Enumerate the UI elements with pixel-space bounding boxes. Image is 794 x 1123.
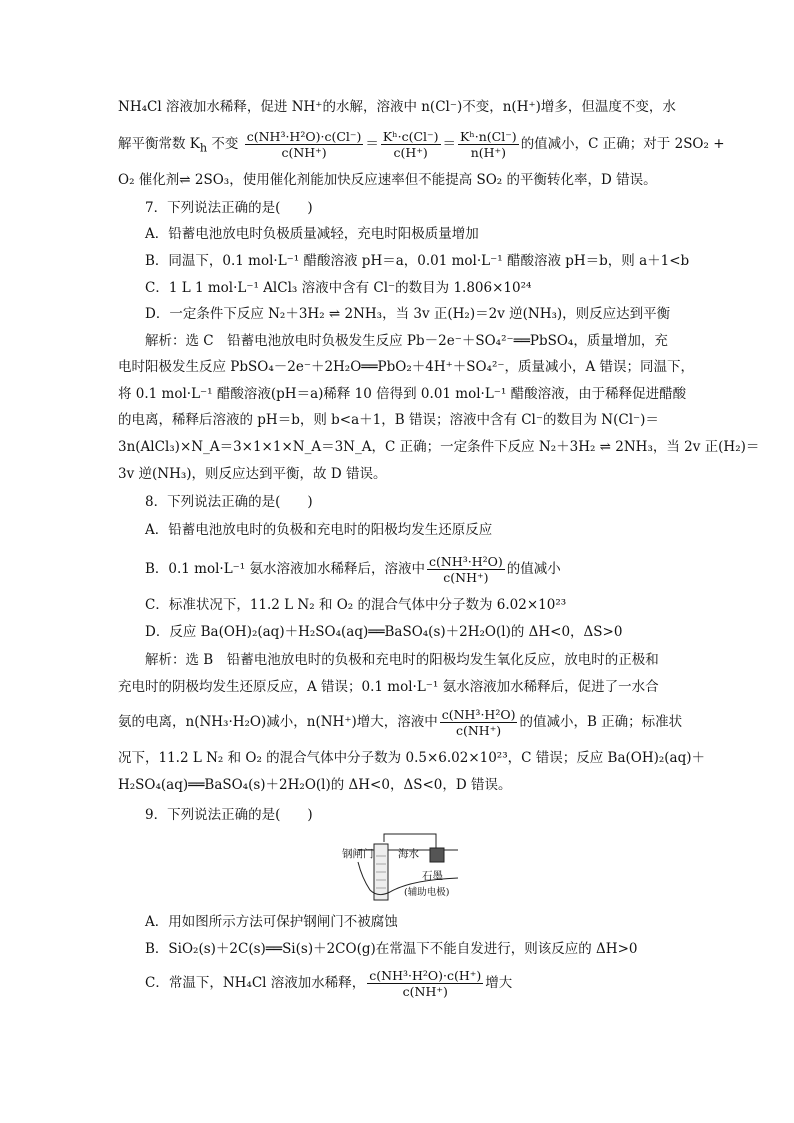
subscript: h <box>199 141 208 155</box>
explanation-line: 氨的电离，n(NH₃·H₂O)减小，n(NH⁺)增大，溶液中 $\frac{\text{c(NH³·H²O)}}{c(NH^+)}$ 的值减小，B 正确；标准状 <box>118 707 683 738</box>
text-line: NH₄Cl 溶液加水稀释，促进 NH⁺的水解，溶液中 n(Cl⁻)不变，n(H⁺)增多，但温度不变，水 <box>118 99 676 115</box>
fraction: $\frac{\text{Kʰ·n(Cl⁻)}}{n(H^+)}$ <box>460 129 517 160</box>
fraction: $\frac{\text{Kʰ·c(Cl⁻)}}{c(H^+)}$ <box>382 129 439 160</box>
option-c: C．标准状况下，11.2 L N₂ 和 O₂ 的混合气体中分子数为 6.02×10²³ <box>145 597 567 613</box>
text: 解平衡常数 K <box>118 136 200 152</box>
fraction: $\frac{\text{c(NH³·H²O)}}{c(NH^+)}$ <box>441 707 516 738</box>
explanation-line: 况下，11.2 L N₂ 和 O₂ 的混合气体中分子数为 0.5×6.02×10²³，C 错误；反应 Ba(OH)₂(aq)＋ <box>118 750 706 766</box>
fraction: $\frac{\text{c(NH³·H²O)}}{c(NH^+)}$ <box>429 554 503 585</box>
option-a: A．用如图所示方法可保护钢闸门不被腐蚀 <box>145 914 398 930</box>
option-b: B．SiO₂(s)＋2C(s)══Si(s)＋2CO(g)在常温下不能自发进行，则该反应的 ΔH>0 <box>145 941 638 957</box>
option-b: B．同温下，0.1 mol·L⁻¹ 醋酸溶液 pH＝a，0.01 mol·L⁻¹ 醋酸溶液 pH＝b，则 a＋1<b <box>145 253 690 269</box>
explanation-line: 将 0.1 mol·L⁻¹ 醋酸溶液(pH＝a)稀释 10 倍得到 0.01 mol·L⁻¹ 醋酸溶液，由于稀释促进醋酸 <box>118 386 687 402</box>
option-d: D．反应 Ba(OH)₂(aq)＋H₂SO₄(aq)══BaSO₄(s)＋2H₂O(l)的 ΔH<0，ΔS>0 <box>145 624 623 640</box>
label-graphite: 石墨 <box>422 870 443 882</box>
label-sea: 海水 <box>398 848 419 860</box>
fraction: $\frac{\text{c(NH³·H²O)·c(H⁺)}}{c(NH^+)}$ <box>369 968 482 999</box>
fraction: $\frac{\text{c(NH³·H²O)·c(Cl⁻)}}{c(NH^+)}$ <box>246 129 362 160</box>
explanation-line: 充电时的阴极均发生还原反应，A 错误；0.1 mol·L⁻¹ 氨水溶液加水稀释后，促进了一水合 <box>118 679 659 695</box>
text-line: 解平衡常数 $K_h$ 不变 $\frac{\text{c(NH³·H²O)·c(Cl⁻)}}{c(NH^+)}$ ＝ $\frac{\text{Kʰ·c(Cl⁻)}}{c(H^+)}$ ＝ $\frac{\text{Kʰ·n(Cl⁻)}}{n(H^+)}$ 的值减小，C 正确；对于 2SO₂ + <box>118 129 725 160</box>
option-b: B．0.1 mol·L⁻¹ 氨水溶液加水稀释后，溶液中 $\frac{\text{c(NH³·H²O)}}{c(NH^+)}$ 的值减小 <box>145 554 561 585</box>
explanation-line: 3v 逆(NH₃)，则反应达到平衡，故 D 错误。 <box>118 466 387 482</box>
explanation-line: 电时阳极发生反应 PbSO₄－2e⁻＋2H₂O══PbO₂＋4H⁺＋SO₄²⁻，质量减小，A 错误；同温下， <box>118 359 695 375</box>
text: 不变 <box>207 136 239 152</box>
option-d: D．一定条件下反应 N₂＋3H₂ ⇌ 2NH₃，当 3v 正(H₂)＝2v 逆(NH₃)，则反应达到平衡 <box>145 306 671 322</box>
graphite-electrode <box>430 848 444 862</box>
explanation-line: H₂SO₄(aq)══BaSO₄(s)＋2H₂O(l)的 ΔH<0，ΔS<0，D 错误。 <box>118 777 512 793</box>
explanation-line: 的电离，稀释后溶液的 pH＝b，则 b<a＋1，B 错误；溶液中含有 Cl⁻的数目为 N(Cl⁻)＝ <box>118 412 659 428</box>
label-aux-electrode: (辅助电极) <box>404 887 450 898</box>
question-stem: 7．下列说法正确的是( ) <box>145 200 313 216</box>
explanation-line: 解析：选 B 铅蓄电池放电时的负极和充电时的阳极均发生氧化反应，放电时的正极和 <box>145 652 659 668</box>
text-line: O₂ 催化剂⇌ 2SO₃，使用催化剂能加快反应速率但不能提高 SO₂ 的平衡转化率，D 错误。 <box>118 172 657 188</box>
option-c: C．1 L 1 mol·L⁻¹ AlCl₃ 溶液中含有 Cl⁻的数目为 1.806×10²⁴ <box>145 280 532 296</box>
question-stem: 8．下列说法正确的是( ) <box>145 494 313 510</box>
question-stem: 9．下列说法正确的是( ) <box>145 807 313 823</box>
option-a: A．铅蓄电池放电时负极质量减轻，充电时阳极质量增加 <box>145 226 479 242</box>
electrode-diagram <box>340 832 460 902</box>
explanation-line: 3n(AlCl₃)×N_A＝3×1×1×N_A＝3N_A，C 正确；一定条件下反应 N₂＋3H₂ ⇌ 2NH₃，当 2v 正(H₂)＝ <box>118 439 760 455</box>
option-a: A．铅蓄电池放电时的负极和充电时的阳极均发生还原反应 <box>145 522 493 538</box>
label-gate: 钢闸门 <box>342 848 374 860</box>
explanation-line: 解析：选 C 铅蓄电池放电时负极发生反应 Pb－2e⁻＋SO₄²⁻══PbSO₄，质量增加，充 <box>145 333 668 349</box>
option-c: C．常温下，NH₄Cl 溶液加水稀释， $\frac{\text{c(NH³·H²O)·c(H⁺)}}{c(NH^+)}$ 增大 <box>145 968 513 999</box>
text: 的值减小，C 正确；对于 2SO₂ + <box>520 136 725 152</box>
